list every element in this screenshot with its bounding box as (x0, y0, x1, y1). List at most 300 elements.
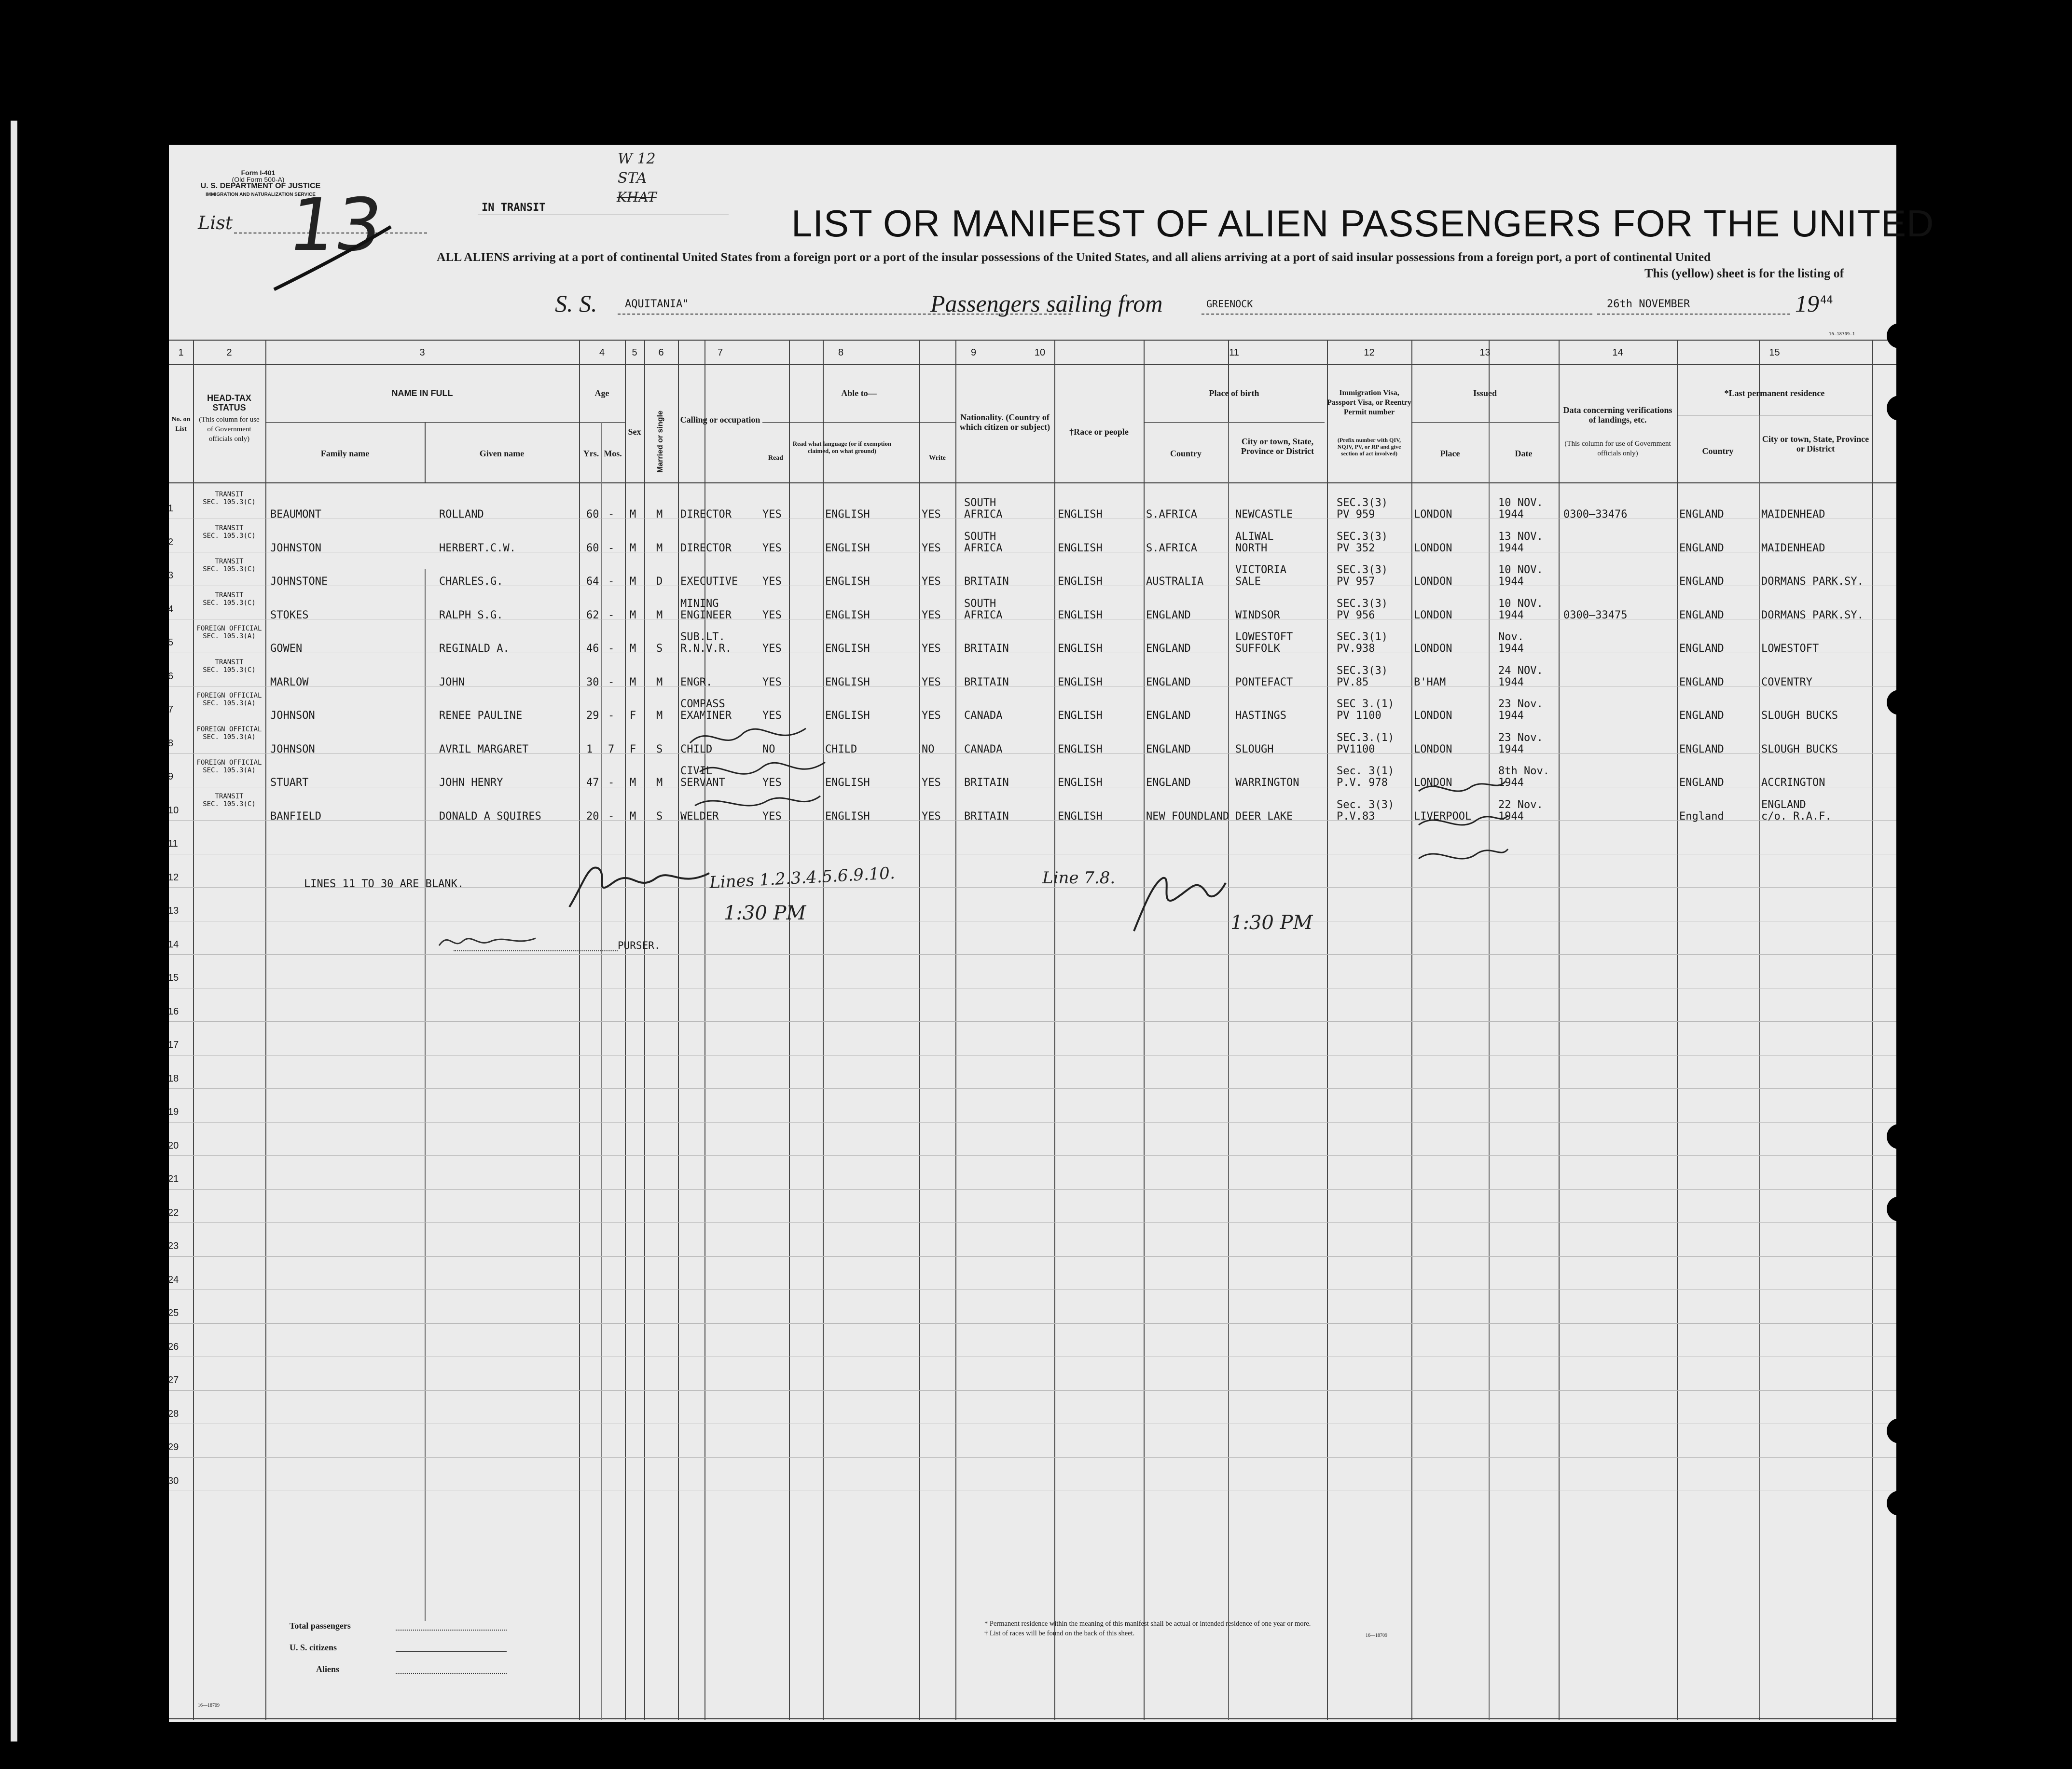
visa-section: SEC.3(3) (1337, 497, 1388, 509)
in-transit-label: IN TRANSIT (482, 202, 546, 214)
column-number: 6 (658, 347, 664, 358)
head-tax-status: FOREIGN OFFICIAL (196, 759, 262, 767)
can-read: YES (762, 710, 782, 722)
verification-data: 0300—33476 (1563, 508, 1628, 521)
footnote-residence: * Permanent residence within the meaning of this manifest shall be actual or intended residence of one year or more. (984, 1620, 1311, 1628)
head-tax-status: FOREIGN OFFICIAL (196, 725, 262, 733)
row-number: 20 (168, 1140, 179, 1151)
age-months-header: Mos. (604, 449, 622, 458)
sex: M (630, 810, 636, 823)
row-number: 18 (168, 1073, 179, 1084)
given-name: CHARLES.G. (439, 576, 503, 588)
head-tax-section: SEC. 105.3(C) (203, 599, 256, 607)
residence-city: DORMANS PARK.SY. (1761, 609, 1864, 621)
can-write: YES (922, 643, 941, 655)
can-write: YES (922, 777, 941, 789)
manifest-sheet (168, 145, 1934, 1722)
list-number-slash (270, 217, 396, 294)
birth-country: ENGLAND (1146, 777, 1191, 789)
col-divider (1872, 340, 1873, 1720)
age-years: 1 (586, 743, 593, 755)
column-number: 8 (838, 347, 844, 358)
birth-country-header: Country (1170, 449, 1202, 458)
time-annotation-1: 1:30 PM (724, 902, 806, 924)
purser-signature (434, 926, 540, 955)
issued-place: LONDON (1414, 643, 1452, 655)
birth-country: ENGLAND (1146, 743, 1191, 755)
can-write: YES (922, 609, 941, 621)
row-number: 29 (168, 1442, 179, 1453)
row-number: 5 (168, 637, 174, 648)
name-in-full-header: NAME IN FULL (391, 388, 453, 398)
header-subdivider (1489, 422, 1490, 1720)
col-divider (625, 340, 626, 1720)
row-number: 7 (168, 704, 174, 715)
residence-city: SLOUGH BUCKS (1761, 710, 1838, 722)
nationality: BRITAIN (964, 643, 1009, 655)
read-language: ENGLISH (825, 542, 870, 554)
visa-number: PV1100 (1337, 743, 1375, 755)
family-name: JOHNSTON (270, 542, 321, 554)
birth-city: HASTINGS (1235, 710, 1286, 722)
margin-note-2: STA (618, 170, 647, 187)
race-header: †Race or people (1069, 427, 1129, 437)
residence-country-header: Country (1702, 446, 1734, 456)
birth-country: NEW FOUNDLAND (1146, 810, 1229, 823)
age-months: - (608, 810, 615, 823)
race: ENGLISH (1058, 643, 1103, 655)
col-divider (425, 569, 426, 1621)
film-edge-strip (11, 121, 17, 1742)
residence-city: SLOUGH BUCKS (1761, 743, 1838, 755)
column-number: 2 (226, 347, 232, 358)
age-years: 60 (586, 508, 599, 521)
given-name: RENEE PAULINE (439, 710, 523, 722)
family-name: BEAUMONT (270, 508, 321, 521)
marital-status: S (656, 643, 663, 655)
nationality: BRITAIN (964, 810, 1009, 823)
issued-date: 24 NOV. (1498, 664, 1543, 677)
ship-name: AQUITANIA" (625, 298, 689, 310)
department-name: U. S. DEPARTMENT OF JUSTICE (200, 182, 321, 190)
birth-city: NEWCASTLE (1235, 508, 1293, 521)
race: ENGLISH (1058, 810, 1103, 823)
row-number: 4 (168, 603, 174, 615)
birth-country: ENGLAND (1146, 643, 1191, 655)
col-divider (955, 340, 956, 1720)
col-divider (1677, 340, 1678, 1720)
visa-number: PV.938 (1337, 643, 1375, 655)
nationality-line-1: SOUTH (964, 597, 996, 610)
table-top-border (169, 340, 1896, 341)
issued-place-scrawl (1414, 772, 1510, 878)
marital-status: M (656, 777, 663, 789)
header-bottom-rule (169, 482, 1896, 483)
read-language: ENGLISH (825, 609, 870, 621)
birth-country: ENGLAND (1146, 676, 1191, 688)
head-tax-section: SEC. 105.3(A) (203, 733, 256, 741)
date-underline (1597, 314, 1790, 315)
family-name: STOKES (270, 609, 309, 621)
row-rule (169, 1021, 1896, 1022)
issued-place: B'HAM (1414, 676, 1446, 688)
can-read: YES (762, 643, 782, 655)
row-number: 2 (168, 536, 174, 548)
occupation-line-1: MINING (680, 597, 719, 610)
sex: M (630, 508, 636, 521)
row-number: 1 (168, 503, 174, 514)
row-number: 10 (168, 805, 179, 816)
row-number: 28 (168, 1408, 179, 1419)
can-read: YES (762, 576, 782, 588)
occupation: WELDER (680, 810, 719, 823)
nationality: AFRICA (964, 609, 1003, 621)
marital-status: M (656, 609, 663, 621)
issued-place: LIVERPOOL (1414, 810, 1472, 823)
ss-label: S. S. (555, 290, 597, 317)
row-number: 27 (168, 1375, 179, 1385)
row-rule (169, 820, 1896, 821)
issued-year: 1944 (1498, 643, 1524, 655)
head-tax-status: TRANSIT (215, 491, 244, 498)
column-number: 4 (599, 347, 605, 358)
birth-country: S.AFRICA (1146, 508, 1197, 521)
issued-year: 1944 (1498, 676, 1524, 688)
birth-city-header: City or town, State, Province or District (1241, 437, 1314, 456)
given-name: RALPH S.G. (439, 609, 503, 621)
row-number: 23 (168, 1241, 179, 1251)
read-language-header: Read what language (or if exemption claimed, on what ground) (792, 440, 892, 454)
row-rule (169, 1390, 1896, 1391)
visa-header: Immigration Visa, Passport Visa, or Reentry Permit number (1327, 389, 1411, 416)
family-name: STUART (270, 777, 309, 789)
occupation-line-1: CIVIL (680, 765, 713, 777)
given-name: ROLLAND (439, 508, 484, 521)
head-tax-status: TRANSIT (215, 558, 244, 565)
blank-lines-note: LINES 11 TO 30 ARE BLANK. (304, 878, 464, 890)
age-years: 64 (586, 576, 599, 588)
read-language: ENGLISH (825, 643, 870, 655)
header-subdivider (425, 422, 426, 482)
punch-hole (1887, 690, 1912, 715)
age-months: - (608, 643, 615, 655)
header-subrule (1144, 422, 1325, 423)
family-name: GOWEN (270, 643, 303, 655)
sex: M (630, 676, 636, 688)
head-tax-status: TRANSIT (215, 658, 244, 666)
nationality-line-1: SOUTH (964, 530, 996, 543)
header-subdivider (1228, 422, 1229, 1720)
issued-date: 10 NOV. (1498, 597, 1543, 610)
age-months: - (608, 676, 615, 688)
col-divider (193, 340, 194, 1720)
birth-city: WINDSOR (1235, 609, 1280, 621)
column-number: 7 (717, 347, 723, 358)
column-number: 15 (1769, 347, 1780, 358)
head-tax-section: SEC. 105.3(C) (203, 565, 256, 573)
can-write: YES (922, 810, 941, 823)
age-months: - (608, 508, 615, 521)
nationality: AFRICA (964, 542, 1003, 554)
visa-number: PV 956 (1337, 609, 1375, 621)
age-years: 30 (586, 676, 599, 688)
row-rule (169, 1457, 1896, 1458)
given-name: REGINALD A. (439, 643, 510, 655)
row-rule (169, 1289, 1896, 1290)
purser-label: PURSER. (618, 940, 661, 951)
marital-status: S (656, 810, 663, 823)
age-years: 60 (586, 542, 599, 554)
list-label: List (198, 212, 233, 233)
column-number: 3 (419, 347, 425, 358)
visa-number: P.V. 978 (1337, 777, 1388, 789)
age-months: - (608, 576, 615, 588)
visa-number: PV 352 (1337, 542, 1375, 554)
age-months: 7 (608, 743, 615, 755)
nationality-line-1: SOUTH (964, 497, 996, 509)
head-tax-note: (This column for use of Government officials only) (199, 416, 260, 443)
issued-place: LONDON (1414, 576, 1452, 588)
issued-place: LONDON (1414, 710, 1452, 722)
issued-place: LONDON (1414, 508, 1452, 521)
row-number: 17 (168, 1040, 179, 1050)
year-prefix: 19 (1795, 290, 1819, 317)
residence-city: LOWESTOFT (1761, 643, 1819, 655)
form-code-right: 16—18709 (1366, 1633, 1387, 1638)
sex: M (630, 777, 636, 789)
visa-section: SEC.3(3) (1337, 564, 1388, 576)
visa-number: PV.85 (1337, 676, 1369, 688)
can-read: YES (762, 542, 782, 554)
col-divider (579, 340, 580, 1720)
manifest-title: LIST OR MANIFEST OF ALIEN PASSENGERS FOR THE UNITED (791, 202, 1934, 245)
read-language: ENGLISH (825, 508, 870, 521)
can-read: YES (762, 777, 782, 789)
read-language: ENGLISH (825, 676, 870, 688)
row-number: 11 (168, 838, 178, 849)
visa-section: SEC.3(3) (1337, 597, 1388, 610)
birth-city: PONTEFACT (1235, 676, 1293, 688)
can-write: YES (922, 576, 941, 588)
issued-date: 10 NOV. (1498, 564, 1543, 576)
birth-city-line-1: LOWESTOFT (1235, 631, 1293, 643)
nationality: AFRICA (964, 508, 1003, 521)
no-on-list-header: No. on List (171, 416, 191, 433)
occupation: DIRECTOR (680, 508, 732, 521)
head-tax-status: TRANSIT (215, 792, 244, 800)
visa-note: (Prefix number with QIV, NQIV, PV, or RP and give section of act involved) (1337, 437, 1401, 457)
list-number-handwritten: 13 (283, 183, 388, 267)
head-tax-section: SEC. 105.3(A) (203, 767, 256, 774)
row-number: 26 (168, 1341, 179, 1352)
issued-year: 1944 (1498, 576, 1524, 588)
nationality: CANADA (964, 710, 1003, 722)
head-tax-status: FOREIGN OFFICIAL (196, 625, 262, 632)
can-write: NO (922, 743, 935, 755)
occupation: DIRECTOR (680, 542, 732, 554)
old-form-number: (Old Form 500-A) (232, 176, 285, 183)
sex: M (630, 609, 636, 621)
column-number: 5 (632, 347, 637, 358)
residence-city: c/o. R.A.F. (1761, 810, 1832, 823)
residence-city-header: City or town, State, Province or District (1762, 434, 1869, 453)
race: ENGLISH (1058, 576, 1103, 588)
col-divider (919, 340, 920, 1720)
row-rule (169, 1256, 1896, 1257)
residence-city: COVENTRY (1761, 676, 1812, 688)
head-tax-section: SEC. 105.3(C) (203, 498, 256, 506)
can-write: YES (922, 542, 941, 554)
punch-hole (1887, 396, 1912, 421)
issued-year: 1944 (1498, 508, 1524, 521)
read-language: CHILD (825, 743, 857, 755)
col-divider (1327, 340, 1328, 1720)
row-rule (169, 1055, 1896, 1056)
row-number: 25 (168, 1308, 179, 1318)
issued-place: LONDON (1414, 542, 1452, 554)
head-tax-status: FOREIGN OFFICIAL (196, 692, 262, 699)
head-tax-section: SEC. 105.3(A) (203, 699, 256, 707)
can-write: YES (922, 676, 941, 688)
residence-country: ENGLAND (1679, 743, 1724, 755)
issued-date-header: Date (1515, 449, 1533, 458)
issued-place: LONDON (1414, 609, 1452, 621)
birth-city: SLOUGH (1235, 743, 1274, 755)
occupation: EXECUTIVE (680, 576, 738, 588)
head-tax-section: SEC. 105.3(C) (203, 666, 256, 674)
column-number-rule (169, 364, 1896, 365)
col-divider (1559, 340, 1560, 1720)
sex: M (630, 576, 636, 588)
issued-place: LONDON (1414, 743, 1452, 755)
occupation: SERVANT (680, 777, 725, 789)
issued-place: LONDON (1414, 777, 1452, 789)
age-years: 62 (586, 609, 599, 621)
family-name: JOHNSON (270, 743, 315, 755)
residence-city-line-1: ENGLAND (1761, 798, 1806, 811)
given-name: JOHN HENRY (439, 777, 503, 789)
able-to-header: Able to— (841, 388, 877, 398)
form-number: Form I-401 (241, 169, 276, 177)
can-write: YES (922, 508, 941, 521)
age-header: Age (594, 388, 609, 398)
verification-data: 0300—33475 (1563, 609, 1628, 621)
occupation-line-1: COMPASS (680, 698, 725, 710)
row-number: 19 (168, 1107, 179, 1117)
residence-country: ENGLAND (1679, 643, 1724, 655)
read-header: Read (768, 454, 784, 462)
family-name: JOHNSTONE (270, 576, 328, 588)
issued-year: 1944 (1498, 710, 1524, 722)
service-name: IMMIGRATION AND NATURALIZATION SERVICE (206, 192, 316, 197)
row-rule (169, 1222, 1896, 1223)
table-bottom-border (169, 1718, 1896, 1719)
residence-country: ENGLAND (1679, 508, 1724, 521)
age-months: - (608, 777, 615, 789)
sex: F (630, 743, 636, 755)
write-header: Write (929, 454, 946, 462)
age-months: - (608, 609, 615, 621)
row-rule (169, 753, 1896, 754)
family-name: MARLOW (270, 676, 309, 688)
issued-date: 13 NOV. (1498, 530, 1543, 543)
race: ENGLISH (1058, 710, 1103, 722)
age-years-header: Yrs. (583, 449, 599, 458)
sailing-from-label: Passengers sailing from (930, 290, 1163, 317)
sex: F (630, 710, 636, 722)
visa-section: Sec. 3(1) (1337, 765, 1395, 777)
given-name: AVRIL MARGARET (439, 743, 529, 755)
manifest-subtitle-1: ALL ALIENS arriving at a port of continental United States from a foreign port or a port of the insular possessions of the United States, and all aliens arriving at a port of said insular possessions from a foreign port, a port of continental United (437, 250, 1711, 264)
marital-status: M (656, 710, 663, 722)
race: ENGLISH (1058, 609, 1103, 621)
aliens-label: Aliens (316, 1664, 340, 1674)
head-tax-status: TRANSIT (215, 591, 244, 599)
residence-country: ENGLAND (1679, 542, 1724, 554)
race: ENGLISH (1058, 743, 1103, 755)
row-number: 15 (168, 973, 179, 983)
occupation: ENGINEER (680, 609, 732, 621)
nationality: BRITAIN (964, 777, 1009, 789)
occupation: ENGR. (680, 676, 713, 688)
head-tax-section: SEC. 105.3(C) (203, 532, 256, 540)
race: ENGLISH (1058, 777, 1103, 789)
footnote-races: † List of races will be found on the back of this sheet. (984, 1630, 1135, 1637)
row-number: 14 (168, 939, 179, 950)
head-tax-header: HEAD-TAX STATUS (207, 393, 251, 412)
data-concerning-header: Data concerning verifications of landings, etc. (1563, 405, 1672, 425)
row-rule (169, 1189, 1896, 1190)
column-number: 1 (178, 347, 184, 358)
sex: M (630, 542, 636, 554)
data-concerning-note: (This column for use of Government officials only) (1564, 440, 1671, 457)
nationality: BRITAIN (964, 576, 1009, 588)
family-name: JOHNSON (270, 710, 315, 722)
residence-country: ENGLAND (1679, 777, 1724, 789)
column-number: 12 (1364, 347, 1375, 358)
header-subrule (1411, 422, 1559, 423)
given-name: HERBERT.C.W. (439, 542, 516, 554)
birth-city: DEER LAKE (1235, 810, 1293, 823)
issued-place-header: Place (1440, 449, 1460, 458)
family-name-header: Family name (320, 449, 370, 458)
issued-date: 23 Nov. (1498, 698, 1543, 710)
total-passengers-line (396, 1630, 507, 1631)
read-language: ENGLISH (825, 810, 870, 823)
birth-city: WARRINGTON (1235, 777, 1299, 789)
issued-year: 1944 (1498, 609, 1524, 621)
column-number: 13 (1479, 347, 1491, 358)
residence-country: ENGLAND (1679, 576, 1724, 588)
column-number: 10 (1034, 347, 1046, 358)
birth-country: ENGLAND (1146, 710, 1191, 722)
punch-hole (1887, 1491, 1912, 1516)
marital-status: M (656, 676, 663, 688)
visa-section: SEC.3.(1) (1337, 731, 1395, 744)
col-divider (789, 340, 790, 1720)
visa-section: SEC 3.(1) (1337, 698, 1395, 710)
row-rule (169, 1323, 1896, 1324)
row-number: 12 (168, 872, 179, 883)
col-divider (1411, 340, 1412, 1720)
birth-country: ENGLAND (1146, 609, 1191, 621)
punch-hole (1887, 1196, 1912, 1221)
visa-section: SEC.3(3) (1337, 530, 1388, 543)
row-number: 22 (168, 1207, 179, 1218)
us-citizens-label: U. S. citizens (290, 1643, 337, 1652)
column-number: 9 (970, 347, 977, 358)
age-months: - (608, 542, 615, 554)
